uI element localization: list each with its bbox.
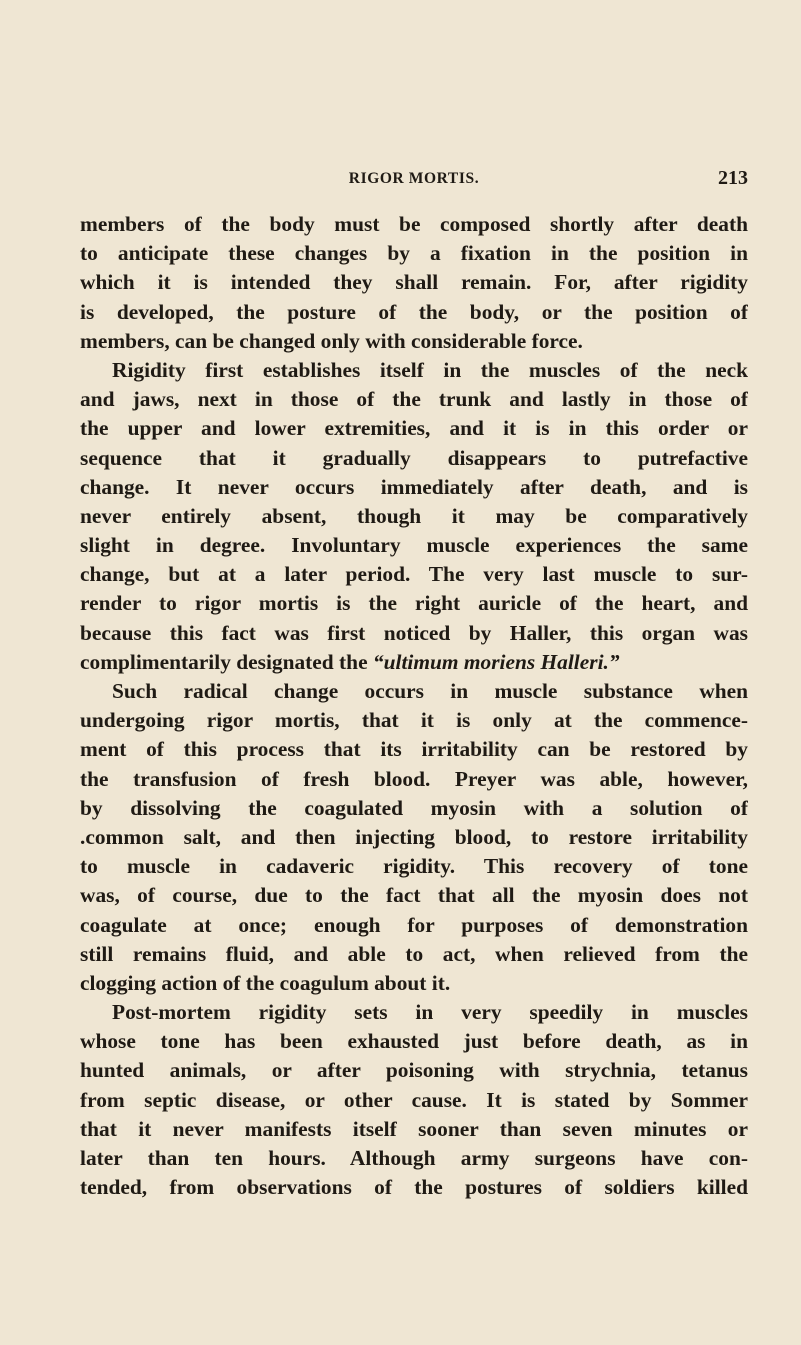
body-text bbox=[80, 210, 748, 1202]
text-line-content: hunted animals, or after poisoning with strychnia, tetanus bbox=[80, 1058, 748, 1083]
text-line-content: by dissolving the coagulated myosin with a solution of bbox=[80, 795, 748, 820]
text-line bbox=[80, 765, 748, 794]
text-line bbox=[80, 356, 748, 385]
text-line bbox=[80, 385, 748, 414]
text-line-content: Such radical change occurs in muscle substance when bbox=[112, 679, 748, 703]
text-line-content: later than ten hours. Although army surgeons have con- bbox=[80, 1146, 748, 1170]
text-line bbox=[80, 648, 748, 677]
text-line bbox=[80, 1173, 748, 1202]
text-line bbox=[80, 794, 748, 823]
text-line-content: still remains fluid, and able to act, when relieved from the bbox=[80, 941, 748, 966]
text-line bbox=[80, 298, 748, 327]
text-line-content: complimentarily designated the bbox=[80, 649, 373, 674]
text-line-content: was, of course, due to the fact that all the myosin does not bbox=[80, 883, 748, 908]
text-line-content: tended, from observations of the postures of soldiers killed bbox=[80, 1175, 748, 1200]
text-line bbox=[80, 1115, 748, 1144]
text-line-content: from septic disease, or other cause. It is stated by Sommer bbox=[80, 1087, 748, 1112]
text-line bbox=[80, 998, 748, 1027]
text-line bbox=[80, 1027, 748, 1056]
text-line-content: sequence that it gradually disappears to putrefactive bbox=[80, 445, 748, 470]
text-line bbox=[80, 881, 748, 910]
text-line-content: Post-mortem rigidity sets in very speedily in muscles bbox=[112, 1000, 748, 1025]
text-line bbox=[80, 823, 748, 852]
text-line bbox=[80, 852, 748, 881]
running-title: RIGOR MORTIS. bbox=[348, 170, 480, 187]
text-line-content: that it never manifests itself sooner than seven minutes or bbox=[80, 1116, 748, 1141]
text-line-content: Rigidity first establishes itself in the muscles of the neck bbox=[112, 357, 748, 382]
text-line bbox=[80, 473, 748, 502]
text-line-content: and jaws, next in those of the trunk and lastly in those of bbox=[80, 387, 748, 412]
text-line bbox=[80, 677, 748, 706]
text-line bbox=[80, 589, 748, 618]
text-line bbox=[80, 531, 748, 560]
text-line bbox=[80, 502, 748, 531]
text-line bbox=[80, 210, 748, 239]
text-line bbox=[80, 706, 748, 735]
text-line bbox=[80, 239, 748, 268]
text-line bbox=[80, 940, 748, 969]
text-line-content: because this fact was first noticed by Haller, this organ was bbox=[80, 620, 748, 645]
text-line bbox=[80, 1144, 748, 1173]
text-line-content: is developed, the posture of the body, or the position of bbox=[80, 299, 748, 324]
italic-quote: “ultimum moriens Halleri.” bbox=[372, 649, 620, 674]
text-line bbox=[80, 268, 748, 297]
text-line-content: the upper and lower extremities, and it is in this order or bbox=[80, 416, 748, 441]
text-line bbox=[80, 911, 748, 940]
text-line bbox=[80, 327, 748, 356]
text-line bbox=[80, 619, 748, 648]
text-line-content: which it is intended they shall remain. For, after rigidity bbox=[80, 270, 748, 295]
text-line-content: the transfusion of fresh blood. Preyer was able, however, bbox=[80, 766, 748, 791]
text-line bbox=[80, 969, 748, 998]
text-line-content: undergoing rigor mortis, that it is only at the commence- bbox=[80, 708, 748, 733]
text-line-content: members of the body must be composed shortly after death bbox=[80, 212, 748, 236]
text-line-content: whose tone has been exhausted just before death, as in bbox=[80, 1029, 748, 1054]
text-line-content: members, can be changed only with considerable force. bbox=[80, 328, 583, 353]
text-line-content: render to rigor mortis is the right auricle of the heart, and bbox=[80, 591, 748, 616]
running-head bbox=[80, 167, 748, 193]
text-line-content: to anticipate these changes by a fixation in the position in bbox=[80, 241, 748, 266]
text-line-content: clogging action of the coagulum about it. bbox=[80, 970, 451, 995]
text-line bbox=[80, 735, 748, 764]
text-line bbox=[80, 444, 748, 473]
text-line-content: ment of this process that its irritability can be restored by bbox=[80, 737, 748, 762]
text-line-content: coagulate at once; enough for purposes of demonstration bbox=[80, 912, 748, 937]
page-number: 213 bbox=[718, 167, 748, 189]
text-line bbox=[80, 560, 748, 589]
text-line bbox=[80, 1056, 748, 1085]
text-line-content: to muscle in cadaveric rigidity. This recovery of tone bbox=[80, 854, 748, 879]
text-line-content: .common salt, and then injecting blood, to restore irritability bbox=[80, 824, 748, 849]
text-line-content: change. It never occurs immediately after death, and is bbox=[80, 474, 748, 499]
text-line-content: slight in degree. Involuntary muscle experiences the same bbox=[80, 533, 748, 558]
text-line bbox=[80, 1086, 748, 1115]
text-line bbox=[80, 414, 748, 443]
text-line-content: change, but at a later period. The very last muscle to sur- bbox=[80, 562, 748, 587]
text-line-content: never entirely absent, though it may be comparatively bbox=[80, 503, 748, 528]
